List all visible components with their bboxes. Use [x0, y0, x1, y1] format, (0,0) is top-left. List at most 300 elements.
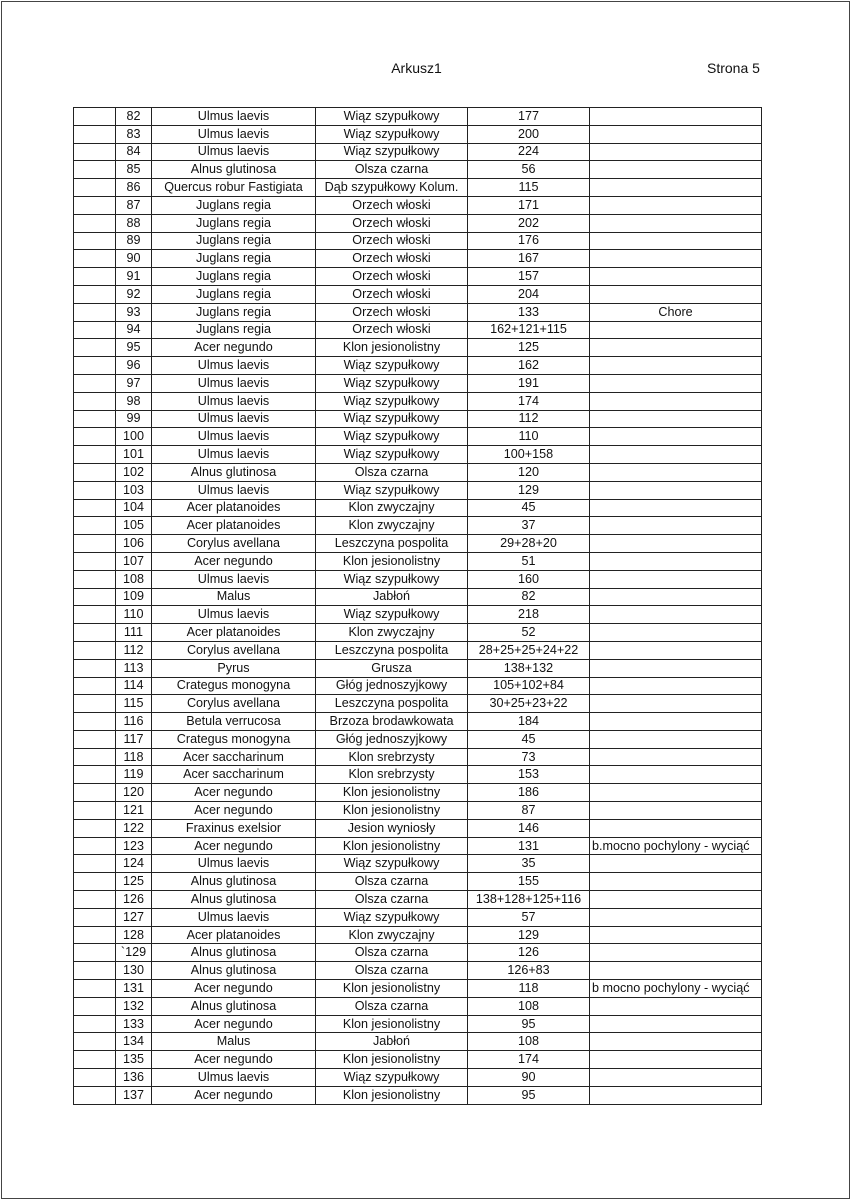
- circumference-cell: 90: [468, 1069, 590, 1087]
- table-row: [74, 695, 762, 713]
- polish-name-cell: Wiąz szypułkowy: [316, 428, 468, 446]
- table-row: [74, 321, 762, 339]
- polish-name-cell: Klon zwyczajny: [316, 926, 468, 944]
- latin-name-cell: Ulmus laevis: [152, 1069, 316, 1087]
- note-cell: [590, 784, 762, 802]
- latin-name-cell: Alnus glutinosa: [152, 891, 316, 909]
- polish-name-cell: Wiąz szypułkowy: [316, 125, 468, 143]
- blank-cell: [74, 196, 116, 214]
- table-row: [74, 802, 762, 820]
- row-number-cell: 96: [116, 357, 152, 375]
- note-cell: [590, 695, 762, 713]
- circumference-cell: 95: [468, 1086, 590, 1104]
- latin-name-cell: Alnus glutinosa: [152, 997, 316, 1015]
- circumference-cell: 191: [468, 374, 590, 392]
- blank-cell: [74, 819, 116, 837]
- circumference-cell: 218: [468, 606, 590, 624]
- polish-name-cell: Olsza czarna: [316, 463, 468, 481]
- blank-cell: [74, 837, 116, 855]
- row-number-cell: 100: [116, 428, 152, 446]
- blank-cell: [74, 143, 116, 161]
- row-number-cell: 94: [116, 321, 152, 339]
- circumference-cell: 52: [468, 624, 590, 642]
- circumference-cell: 35: [468, 855, 590, 873]
- blank-cell: [74, 1069, 116, 1087]
- blank-cell: [74, 535, 116, 553]
- row-number-cell: 103: [116, 481, 152, 499]
- polish-name-cell: Olsza czarna: [316, 944, 468, 962]
- latin-name-cell: Ulmus laevis: [152, 125, 316, 143]
- row-number-cell: 127: [116, 908, 152, 926]
- blank-cell: [74, 730, 116, 748]
- latin-name-cell: Acer saccharinum: [152, 748, 316, 766]
- polish-name-cell: Klon jesionolistny: [316, 552, 468, 570]
- row-number-cell: 98: [116, 392, 152, 410]
- polish-name-cell: Orzech włoski: [316, 232, 468, 250]
- circumference-cell: 138+132: [468, 659, 590, 677]
- latin-name-cell: Ulmus laevis: [152, 446, 316, 464]
- note-cell: [590, 766, 762, 784]
- latin-name-cell: Pyrus: [152, 659, 316, 677]
- table-row: [74, 962, 762, 980]
- blank-cell: [74, 784, 116, 802]
- note-cell: [590, 1015, 762, 1033]
- blank-cell: [74, 926, 116, 944]
- table-row: [74, 285, 762, 303]
- polish-name-cell: Jesion wyniosły: [316, 819, 468, 837]
- circumference-cell: 112: [468, 410, 590, 428]
- latin-name-cell: Juglans regia: [152, 285, 316, 303]
- row-number-cell: 132: [116, 997, 152, 1015]
- table-row: [74, 481, 762, 499]
- note-cell: [590, 196, 762, 214]
- circumference-cell: 29+28+20: [468, 535, 590, 553]
- circumference-cell: 115: [468, 179, 590, 197]
- row-number-cell: 90: [116, 250, 152, 268]
- note-cell: [590, 250, 762, 268]
- row-number-cell: 97: [116, 374, 152, 392]
- table-body: [74, 108, 762, 1105]
- circumference-cell: 129: [468, 481, 590, 499]
- row-number-cell: 114: [116, 677, 152, 695]
- blank-cell: [74, 855, 116, 873]
- note-cell: [590, 285, 762, 303]
- note-cell: [590, 517, 762, 535]
- latin-name-cell: Alnus glutinosa: [152, 463, 316, 481]
- table-row: [74, 766, 762, 784]
- latin-name-cell: Alnus glutinosa: [152, 161, 316, 179]
- latin-name-cell: Acer negundo: [152, 1086, 316, 1104]
- latin-name-cell: Fraxinus exelsior: [152, 819, 316, 837]
- table-row: [74, 908, 762, 926]
- note-cell: [590, 428, 762, 446]
- note-cell: [590, 214, 762, 232]
- blank-cell: [74, 446, 116, 464]
- polish-name-cell: Klon jesionolistny: [316, 784, 468, 802]
- table-row: [74, 214, 762, 232]
- circumference-cell: 110: [468, 428, 590, 446]
- latin-name-cell: Acer negundo: [152, 339, 316, 357]
- row-number-cell: 136: [116, 1069, 152, 1087]
- table-row: [74, 339, 762, 357]
- polish-name-cell: Olsza czarna: [316, 873, 468, 891]
- note-cell: [590, 606, 762, 624]
- circumference-cell: 167: [468, 250, 590, 268]
- latin-name-cell: Ulmus laevis: [152, 392, 316, 410]
- row-number-cell: 91: [116, 268, 152, 286]
- blank-cell: [74, 339, 116, 357]
- polish-name-cell: Klon zwyczajny: [316, 517, 468, 535]
- polish-name-cell: Wiąz szypułkowy: [316, 374, 468, 392]
- table-row: [74, 161, 762, 179]
- latin-name-cell: Alnus glutinosa: [152, 962, 316, 980]
- table-row: [74, 143, 762, 161]
- table-row: [74, 410, 762, 428]
- note-cell: [590, 392, 762, 410]
- polish-name-cell: Klon zwyczajny: [316, 624, 468, 642]
- blank-cell: [74, 1033, 116, 1051]
- row-number-cell: 105: [116, 517, 152, 535]
- polish-name-cell: Leszczyna pospolita: [316, 641, 468, 659]
- polish-name-cell: Brzoza brodawkowata: [316, 713, 468, 731]
- note-cell: [590, 1033, 762, 1051]
- latin-name-cell: Acer negundo: [152, 552, 316, 570]
- latin-name-cell: Acer negundo: [152, 1015, 316, 1033]
- circumference-cell: 162: [468, 357, 590, 375]
- table-row: [74, 570, 762, 588]
- row-number-cell: 128: [116, 926, 152, 944]
- latin-name-cell: Alnus glutinosa: [152, 873, 316, 891]
- polish-name-cell: Leszczyna pospolita: [316, 535, 468, 553]
- note-cell: [590, 713, 762, 731]
- circumference-cell: 174: [468, 392, 590, 410]
- note-cell: [590, 410, 762, 428]
- latin-name-cell: Juglans regia: [152, 268, 316, 286]
- row-number-cell: 86: [116, 179, 152, 197]
- table-row: [74, 268, 762, 286]
- circumference-cell: 105+102+84: [468, 677, 590, 695]
- row-number-cell: 83: [116, 125, 152, 143]
- table-row: [74, 250, 762, 268]
- table-row: [74, 659, 762, 677]
- table-row: [74, 944, 762, 962]
- polish-name-cell: Głóg jednoszyjkowy: [316, 730, 468, 748]
- row-number-cell: 108: [116, 570, 152, 588]
- latin-name-cell: Acer negundo: [152, 980, 316, 998]
- polish-name-cell: Głóg jednoszyjkowy: [316, 677, 468, 695]
- latin-name-cell: Juglans regia: [152, 196, 316, 214]
- polish-name-cell: Wiąz szypułkowy: [316, 108, 468, 126]
- blank-cell: [74, 1015, 116, 1033]
- blank-cell: [74, 179, 116, 197]
- blank-cell: [74, 250, 116, 268]
- blank-cell: [74, 1086, 116, 1104]
- polish-name-cell: Klon zwyczajny: [316, 499, 468, 517]
- latin-name-cell: Alnus glutinosa: [152, 944, 316, 962]
- blank-cell: [74, 944, 116, 962]
- table-row: [74, 303, 762, 321]
- latin-name-cell: Juglans regia: [152, 214, 316, 232]
- row-number-cell: 124: [116, 855, 152, 873]
- blank-cell: [74, 908, 116, 926]
- polish-name-cell: Wiąz szypułkowy: [316, 908, 468, 926]
- table-row: [74, 606, 762, 624]
- latin-name-cell: Ulmus laevis: [152, 908, 316, 926]
- latin-name-cell: Juglans regia: [152, 232, 316, 250]
- row-number-cell: 134: [116, 1033, 152, 1051]
- latin-name-cell: Acer negundo: [152, 802, 316, 820]
- row-number-cell: 135: [116, 1051, 152, 1069]
- note-cell: [590, 588, 762, 606]
- blank-cell: [74, 499, 116, 517]
- circumference-cell: 200: [468, 125, 590, 143]
- blank-cell: [74, 268, 116, 286]
- circumference-cell: 171: [468, 196, 590, 214]
- table-row: [74, 179, 762, 197]
- blank-cell: [74, 232, 116, 250]
- polish-name-cell: Olsza czarna: [316, 997, 468, 1015]
- table-row: [74, 125, 762, 143]
- row-number-cell: 99: [116, 410, 152, 428]
- note-cell: [590, 819, 762, 837]
- polish-name-cell: Wiąz szypułkowy: [316, 446, 468, 464]
- circumference-cell: 224: [468, 143, 590, 161]
- polish-name-cell: Olsza czarna: [316, 891, 468, 909]
- note-cell: [590, 997, 762, 1015]
- table-row: [74, 1051, 762, 1069]
- row-number-cell: 122: [116, 819, 152, 837]
- latin-name-cell: Betula verrucosa: [152, 713, 316, 731]
- note-cell: [590, 232, 762, 250]
- polish-name-cell: Wiąz szypułkowy: [316, 410, 468, 428]
- circumference-cell: 129: [468, 926, 590, 944]
- note-cell: [590, 357, 762, 375]
- circumference-cell: 100+158: [468, 446, 590, 464]
- polish-name-cell: Klon jesionolistny: [316, 802, 468, 820]
- table-row: [74, 463, 762, 481]
- latin-name-cell: Malus: [152, 588, 316, 606]
- note-cell: [590, 641, 762, 659]
- row-number-cell: 101: [116, 446, 152, 464]
- circumference-cell: 51: [468, 552, 590, 570]
- latin-name-cell: Ulmus laevis: [152, 481, 316, 499]
- polish-name-cell: Orzech włoski: [316, 303, 468, 321]
- circumference-cell: 174: [468, 1051, 590, 1069]
- blank-cell: [74, 588, 116, 606]
- circumference-cell: 82: [468, 588, 590, 606]
- table-row: [74, 677, 762, 695]
- row-number-cell: 102: [116, 463, 152, 481]
- note-cell: [590, 321, 762, 339]
- row-number-cell: 112: [116, 641, 152, 659]
- circumference-cell: 202: [468, 214, 590, 232]
- latin-name-cell: Corylus avellana: [152, 695, 316, 713]
- note-cell: [590, 374, 762, 392]
- circumference-cell: 45: [468, 730, 590, 748]
- table-row: [74, 552, 762, 570]
- circumference-cell: 131: [468, 837, 590, 855]
- table-row: [74, 748, 762, 766]
- circumference-cell: 45: [468, 499, 590, 517]
- note-cell: [590, 873, 762, 891]
- polish-name-cell: Grusza: [316, 659, 468, 677]
- circumference-cell: 157: [468, 268, 590, 286]
- polish-name-cell: Wiąz szypułkowy: [316, 1069, 468, 1087]
- polish-name-cell: Wiąz szypułkowy: [316, 570, 468, 588]
- row-number-cell: 89: [116, 232, 152, 250]
- circumference-cell: 30+25+23+22: [468, 695, 590, 713]
- row-number-cell: 116: [116, 713, 152, 731]
- polish-name-cell: Orzech włoski: [316, 268, 468, 286]
- latin-name-cell: Acer saccharinum: [152, 766, 316, 784]
- circumference-cell: 120: [468, 463, 590, 481]
- polish-name-cell: Wiąz szypułkowy: [316, 855, 468, 873]
- row-number-cell: 92: [116, 285, 152, 303]
- row-number-cell: 82: [116, 108, 152, 126]
- polish-name-cell: Orzech włoski: [316, 250, 468, 268]
- circumference-cell: 133: [468, 303, 590, 321]
- note-cell: [590, 855, 762, 873]
- blank-cell: [74, 891, 116, 909]
- polish-name-cell: Orzech włoski: [316, 196, 468, 214]
- note-cell: [590, 624, 762, 642]
- note-cell: [590, 499, 762, 517]
- note-cell: [590, 108, 762, 126]
- note-cell: [590, 1069, 762, 1087]
- polish-name-cell: Jabłoń: [316, 1033, 468, 1051]
- polish-name-cell: Wiąz szypułkowy: [316, 392, 468, 410]
- blank-cell: [74, 641, 116, 659]
- blank-cell: [74, 659, 116, 677]
- note-cell: [590, 268, 762, 286]
- note-cell: [590, 1051, 762, 1069]
- latin-name-cell: Ulmus laevis: [152, 108, 316, 126]
- note-cell: [590, 570, 762, 588]
- circumference-cell: 126+83: [468, 962, 590, 980]
- note-cell: [590, 339, 762, 357]
- polish-name-cell: Jabłoń: [316, 588, 468, 606]
- table-row: [74, 1033, 762, 1051]
- polish-name-cell: Orzech włoski: [316, 321, 468, 339]
- circumference-cell: 138+128+125+116: [468, 891, 590, 909]
- polish-name-cell: Klon jesionolistny: [316, 339, 468, 357]
- latin-name-cell: Malus: [152, 1033, 316, 1051]
- circumference-cell: 176: [468, 232, 590, 250]
- circumference-cell: 108: [468, 997, 590, 1015]
- blank-cell: [74, 517, 116, 535]
- note-cell: [590, 748, 762, 766]
- table-row: [74, 819, 762, 837]
- blank-cell: [74, 285, 116, 303]
- note-cell: [590, 463, 762, 481]
- circumference-cell: 153: [468, 766, 590, 784]
- row-number-cell: 106: [116, 535, 152, 553]
- note-cell: [590, 891, 762, 909]
- row-number-cell: 107: [116, 552, 152, 570]
- blank-cell: [74, 570, 116, 588]
- blank-cell: [74, 624, 116, 642]
- blank-cell: [74, 481, 116, 499]
- blank-cell: [74, 463, 116, 481]
- blank-cell: [74, 552, 116, 570]
- polish-name-cell: Klon jesionolistny: [316, 1086, 468, 1104]
- table-row: [74, 1069, 762, 1087]
- latin-name-cell: Ulmus laevis: [152, 606, 316, 624]
- table-row: [74, 535, 762, 553]
- note-cell: b.mocno pochylony - wyciąć: [590, 837, 762, 855]
- circumference-cell: 125: [468, 339, 590, 357]
- circumference-cell: 177: [468, 108, 590, 126]
- blank-cell: [74, 303, 116, 321]
- polish-name-cell: Olsza czarna: [316, 161, 468, 179]
- blank-cell: [74, 677, 116, 695]
- circumference-cell: 146: [468, 819, 590, 837]
- blank-cell: [74, 766, 116, 784]
- note-cell: Chore: [590, 303, 762, 321]
- table-row: [74, 428, 762, 446]
- latin-name-cell: Acer platanoides: [152, 517, 316, 535]
- blank-cell: [74, 695, 116, 713]
- table-row: [74, 446, 762, 464]
- note-cell: [590, 179, 762, 197]
- row-number-cell: 130: [116, 962, 152, 980]
- latin-name-cell: Acer negundo: [152, 1051, 316, 1069]
- note-cell: [590, 535, 762, 553]
- blank-cell: [74, 997, 116, 1015]
- table-row: [74, 641, 762, 659]
- note-cell: [590, 125, 762, 143]
- note-cell: [590, 659, 762, 677]
- polish-name-cell: Wiąz szypułkowy: [316, 357, 468, 375]
- page-number: Strona 5: [707, 60, 760, 76]
- row-number-cell: 88: [116, 214, 152, 232]
- circumference-cell: 160: [468, 570, 590, 588]
- latin-name-cell: Juglans regia: [152, 303, 316, 321]
- table-row: [74, 873, 762, 891]
- latin-name-cell: Crategus monogyna: [152, 730, 316, 748]
- table-row: [74, 374, 762, 392]
- table-row: [74, 1015, 762, 1033]
- table-row: [74, 392, 762, 410]
- polish-name-cell: Wiąz szypułkowy: [316, 143, 468, 161]
- blank-cell: [74, 108, 116, 126]
- note-cell: [590, 802, 762, 820]
- latin-name-cell: Ulmus laevis: [152, 428, 316, 446]
- circumference-cell: 56: [468, 161, 590, 179]
- table-row: [74, 855, 762, 873]
- row-number-cell: 126: [116, 891, 152, 909]
- blank-cell: [74, 410, 116, 428]
- row-number-cell: 118: [116, 748, 152, 766]
- polish-name-cell: Klon srebrzysty: [316, 766, 468, 784]
- polish-name-cell: Klon srebrzysty: [316, 748, 468, 766]
- table-row: [74, 1086, 762, 1104]
- note-cell: [590, 143, 762, 161]
- table-row: [74, 713, 762, 731]
- row-number-cell: 87: [116, 196, 152, 214]
- blank-cell: [74, 873, 116, 891]
- note-cell: [590, 161, 762, 179]
- note-cell: [590, 1086, 762, 1104]
- table-row: [74, 784, 762, 802]
- circumference-cell: 28+25+25+24+22: [468, 641, 590, 659]
- polish-name-cell: Olsza czarna: [316, 962, 468, 980]
- blank-cell: [74, 802, 116, 820]
- blank-cell: [74, 606, 116, 624]
- row-number-cell: 119: [116, 766, 152, 784]
- circumference-cell: 186: [468, 784, 590, 802]
- latin-name-cell: Acer platanoides: [152, 926, 316, 944]
